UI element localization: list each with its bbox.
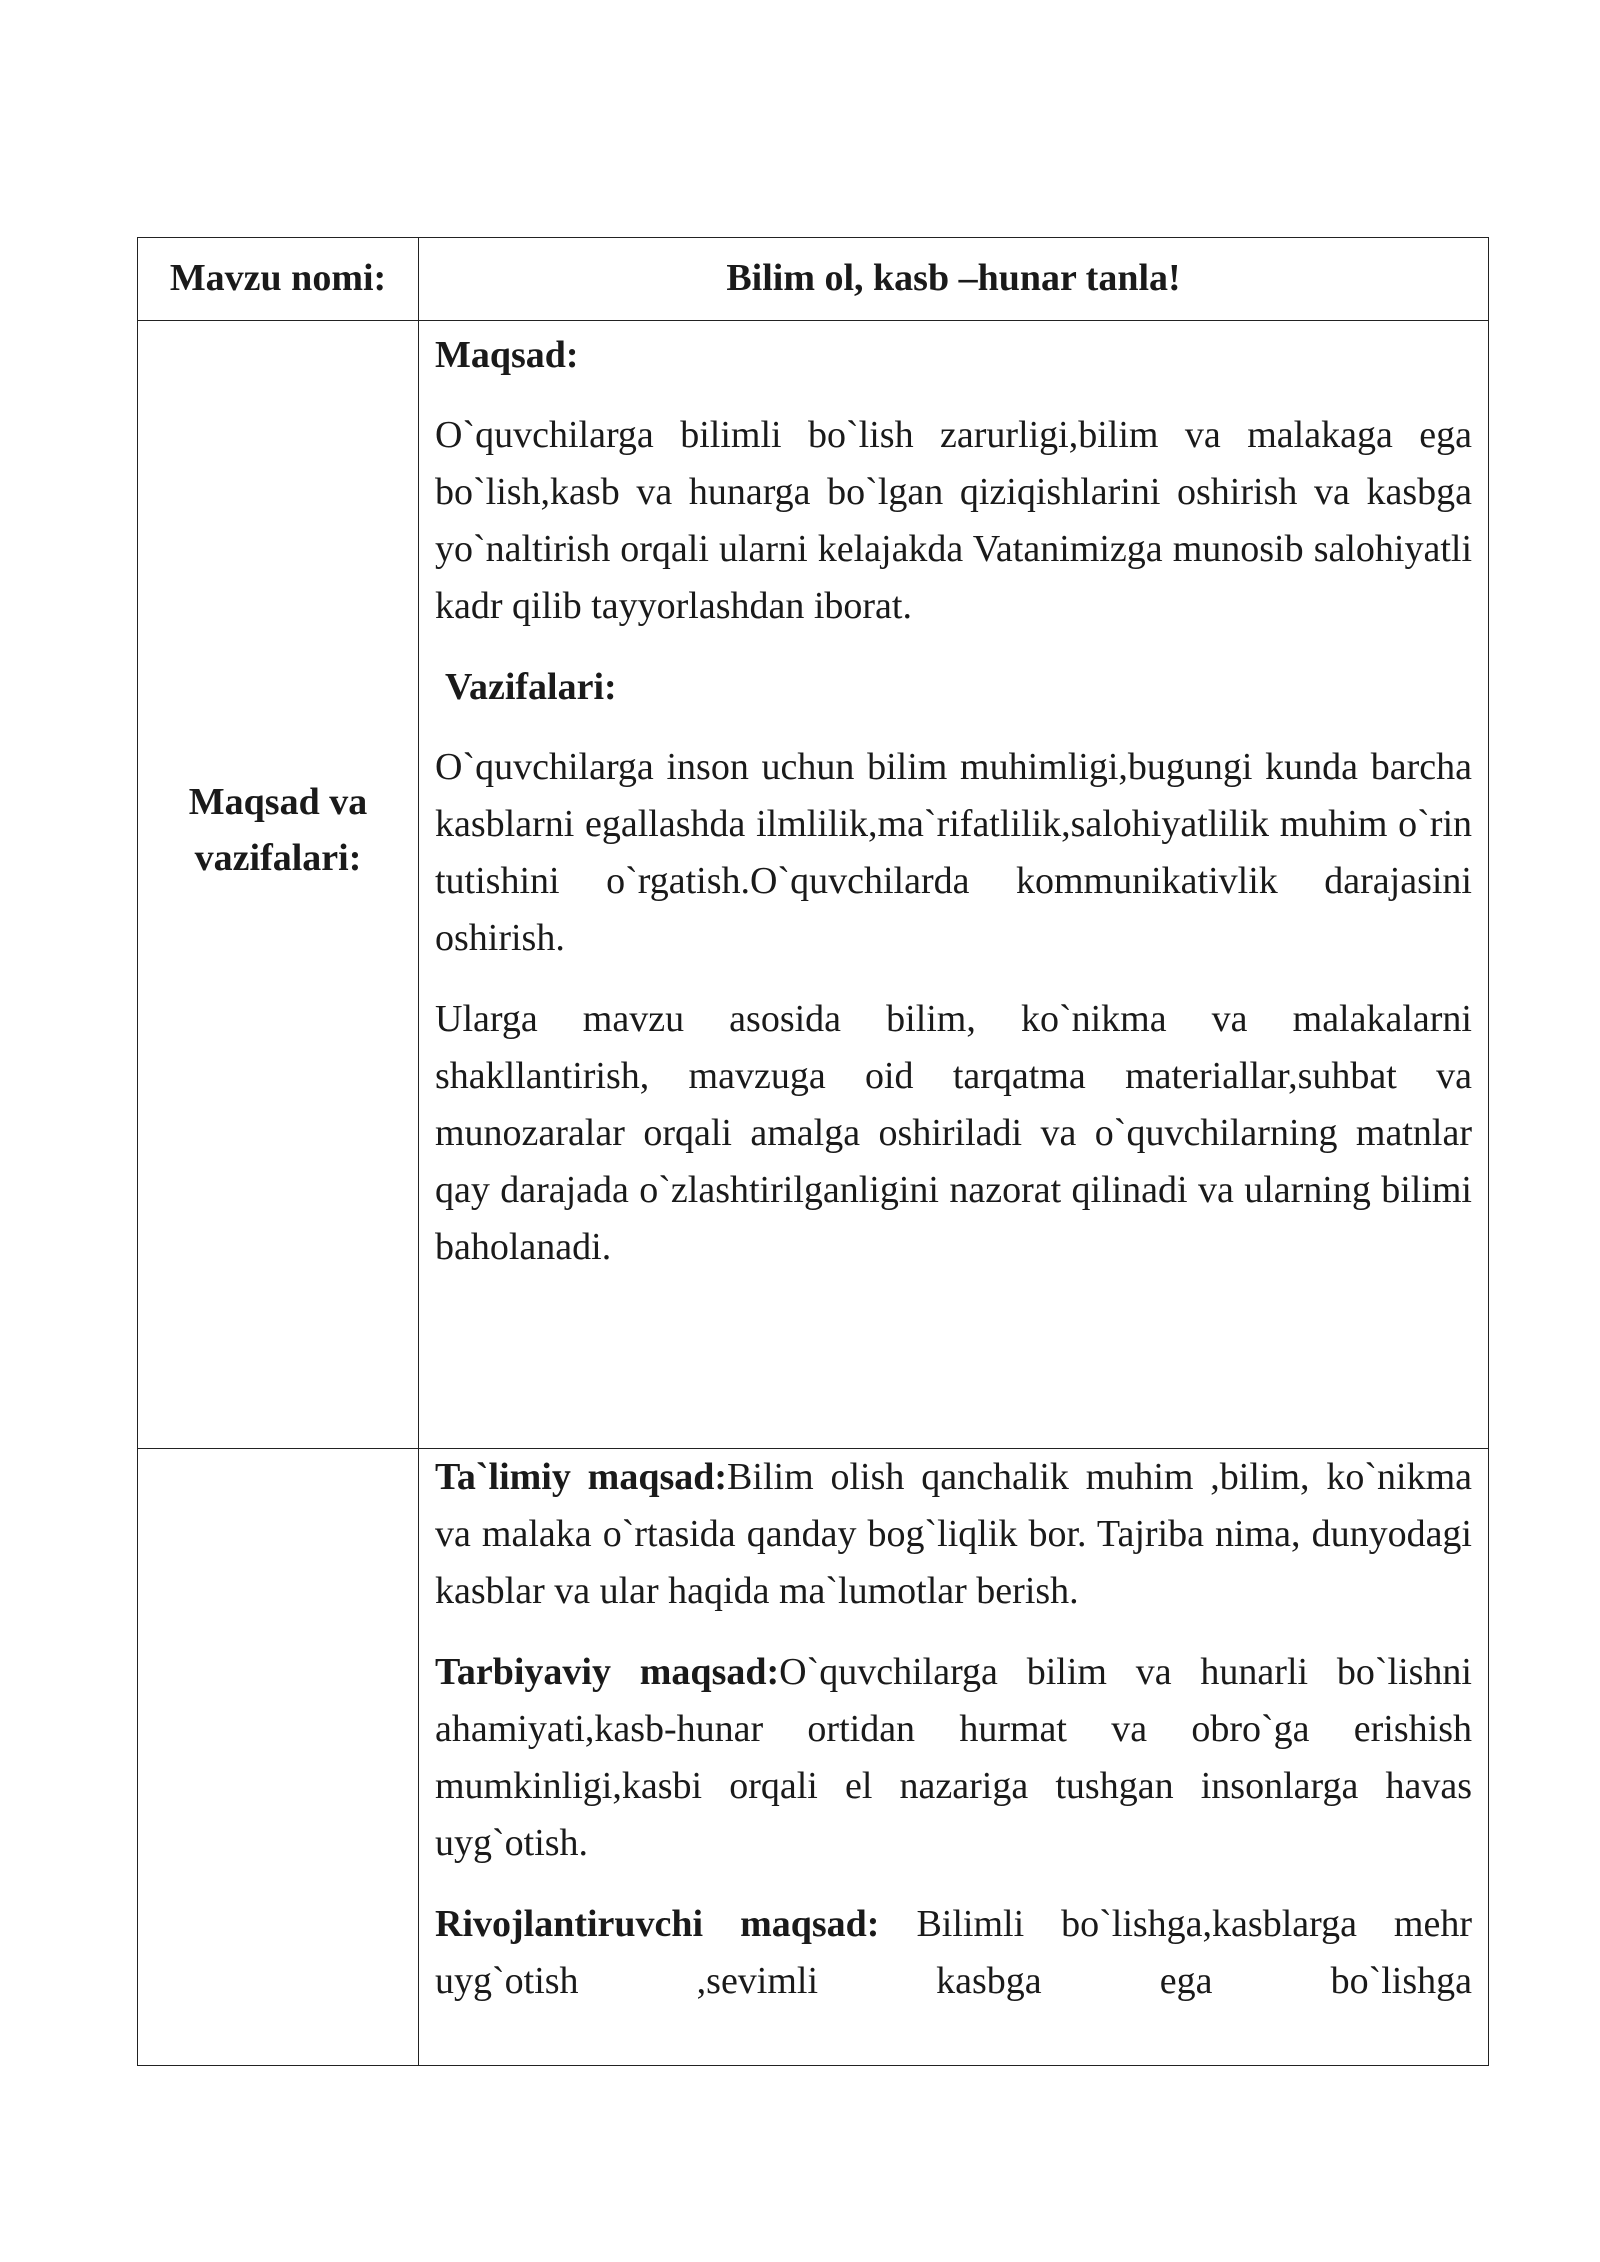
educational-aim-label: Ta`limiy maqsad:: [435, 1456, 728, 1498]
goals-label: Maqsad va vazifalari:: [188, 780, 368, 879]
goals-content: [419, 327, 1488, 1276]
lesson-plan-table: [137, 237, 1489, 2066]
upbringing-aim-text: O`quvchilarga bilim va hunarli bo`lishni ahamiyati,kasb-hunar ortidan hurmat va obro`ga erishish mumkinligi,kasbi orqali el nazariga tushgan insonlarga havas uyg`otish.: [435, 1651, 1472, 1864]
goals-content-cell: [419, 321, 1489, 1449]
tasks-text-2: Ularga mavzu asosida bilim, ko`nikma va malakalarni shakllantirish, mavzuga oid tarqatma materiallar,suhbat va munozaralar orqali amalga oshiriladi va o`quvchilarning matnlar qay darajada o`zlashtirilganligini nazorat qilinadi va ularning bilimi baholanadi.: [435, 998, 1472, 1268]
developmental-aim-text: Bilimli bo`lishga,kasblarga mehr uyg`otish ,sevimli kasbga ega bo`lishga: [435, 1903, 1473, 2002]
goals-row: [138, 321, 1489, 1449]
topic-value-cell: [419, 238, 1489, 321]
educational-aim: [435, 1449, 1472, 1620]
goal-text: O`quvchilarga bilimli bo`lish zarurligi,bilim va malakaga ega bo`lish,kasb va hunarga bo`lgan qiziqishlarini oshirish va kasbga yo`naltirish orqali ularni kelajakda Vatanimizga munosib salohiyatli kadr qilib tayyorlashdan iborat.: [435, 414, 1472, 627]
aims-content-cell: [419, 1449, 1489, 2066]
topic-title: Bilim ol, kasb –hunar tanla!: [726, 257, 1181, 299]
topic-row: [138, 238, 1489, 321]
aims-content: [419, 1449, 1488, 2010]
tasks-heading: Vazifalari:: [445, 666, 617, 708]
tasks-text-1: O`quvchilarga inson uchun bilim muhimligi,bugungi kunda barcha kasblarni egallashda ilmlilik,ma`rifatlilik,salohiyatlilik muhim o`rin tutishini o`rgatish.O`quvchilarda kommunikativlik darajasini oshirish.: [435, 746, 1472, 959]
aims-row: [138, 1449, 1489, 2066]
upbringing-aim-label: Tarbiyaviy maqsad:: [435, 1651, 780, 1693]
topic-label-cell: [138, 238, 419, 321]
aims-label-cell: [138, 1449, 419, 2066]
goal-heading: Maqsad:: [435, 334, 579, 376]
goals-label-cell: [138, 321, 419, 1449]
topic-label: Mavzu nomi:: [169, 257, 387, 299]
educational-aim-text: Bilim olish qanchalik muhim ,bilim, ko`nikma va malaka o`rtasida qanday bog`liqlik bor. Tajriba nima, dunyodagi kasblar va ular haqida ma`lumotlar berish.: [435, 1456, 1472, 1612]
developmental-aim-label: Rivojlantiruvchi maqsad:: [435, 1903, 880, 1945]
developmental-aim: [435, 1896, 1472, 2010]
upbringing-aim: [435, 1644, 1472, 1872]
